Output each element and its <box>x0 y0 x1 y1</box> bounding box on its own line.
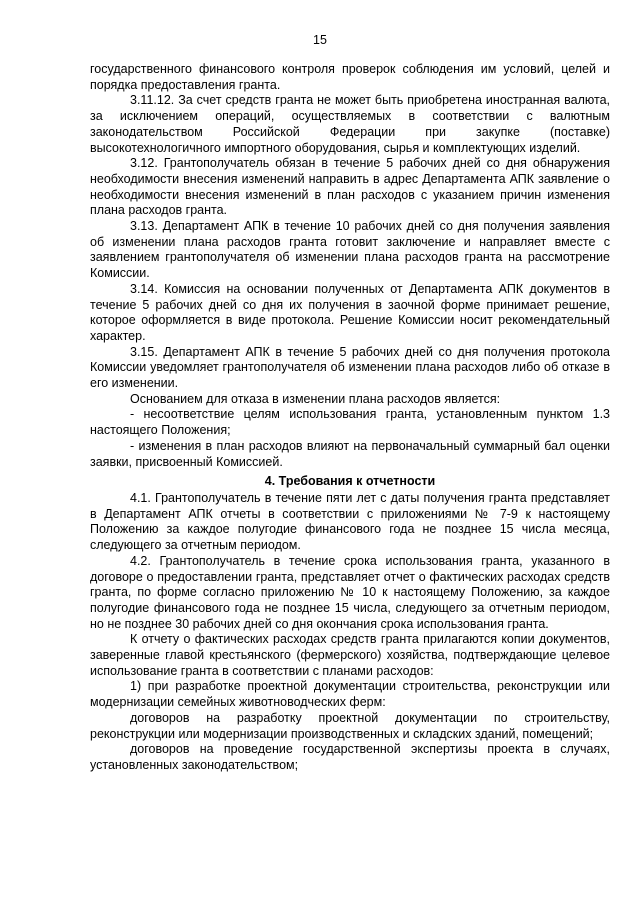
paragraph-3-13: 3.13. Департамент АПК в течение 10 рабочих дней со дня получения заявления об изменении плана расходов гранта готовит заключение и направляет вместе с заявлением грантополучателя об изменении плана расходов гранта на рассмотрение Комиссии. <box>90 219 610 281</box>
paragraph-4-2: 4.2. Грантополучатель в течение срока использования гранта, указанного в договоре о предоставлении гранта, представляет отчет о фактических расходах средств гранта, по форме согласно приложению № 10 к настоящему Положению, за каждое полугодие финансового года не позднее 15 числа, следующего за отчетным периодом, но не позднее 30 рабочих дней со дня окончания срока использования гранта. <box>90 553 610 631</box>
document-body <box>90 62 610 774</box>
list-item-refusal-1: - несоответствие целям использования гранта, установленным пунктом 1.3 настоящего Положения; <box>90 407 610 438</box>
paragraph-3-15: 3.15. Департамент АПК в течение 5 рабочих дней со дня получения протокола Комиссии уведомляет грантополучателя об изменении плана расходов либо об отказе в его изменении. <box>90 344 610 391</box>
list-item-refusal-2: - изменения в план расходов влияют на первоначальный суммарный бал оценки заявки, присвоенный Комиссией. <box>90 438 610 469</box>
paragraph-3-11-12: 3.11.12. За счет средств гранта не может быть приобретена иностранная валюта, за исключением операций, осуществляемых в соответствии с валютным законодательством Российской Федерации при закупке (поставке) высокотехнологичного импортного оборудования, сырья и комплектующих изделий. <box>90 93 610 155</box>
paragraph-refusal-grounds: Основанием для отказа в изменении плана расходов является: <box>130 391 501 406</box>
list-item-1: 1) при разработке проектной документации строительства, реконструкции или модернизации семейных животноводческих ферм: <box>90 679 610 710</box>
section-heading: 4. Требования к отчетности <box>264 474 436 489</box>
list-item-expertise-contracts: договоров на проведение государственной экспертизы проекта в случаях, установленных законодательством; <box>90 742 610 772</box>
list-item-design-contracts: договоров на разработку проектной документации по строительству, реконструкции или модернизации производственных и складских зданий, помещений; <box>90 710 610 741</box>
paragraph-3-14: 3.14. Комиссия на основании полученных от Департамента АПК документов в течение 5 рабочих дней со дня их получения в заочной форме принимает решение, которое оформляется в виде протокола. Решение Комиссии носит рекомендательный характер. <box>90 281 610 343</box>
page-number: 15 <box>313 33 327 47</box>
paragraph-continuation: государственного финансового контроля проверок соблюдения им условий, целей и порядка предоставления гранта. <box>90 62 610 92</box>
paragraph-3-12: 3.12. Грантополучатель обязан в течение 5 рабочих дней со дня обнаружения необходимости внесения изменений направить в адрес Департамента АПК заявление о необходимости внесения изменений в план расходов с указанием причин изменения плана расходов гранта. <box>90 156 610 218</box>
paragraph-report-attachments: К отчету о фактических расходах средств гранта прилагаются копии документов, заверенные главой крестьянского (фермерского) хозяйства, подтверждающие целевое использование гранта в соответствии с планами расходов: <box>90 632 610 678</box>
paragraph-4-1: 4.1. Грантополучатель в течение пяти лет с даты получения гранта представляет в Департамент АПК отчеты в соответствии с приложениями № 7-9 к настоящему Положению за каждое полугодие финансового года не позднее 15 числа месяца, следующего за отчетным периодом. <box>90 490 610 553</box>
